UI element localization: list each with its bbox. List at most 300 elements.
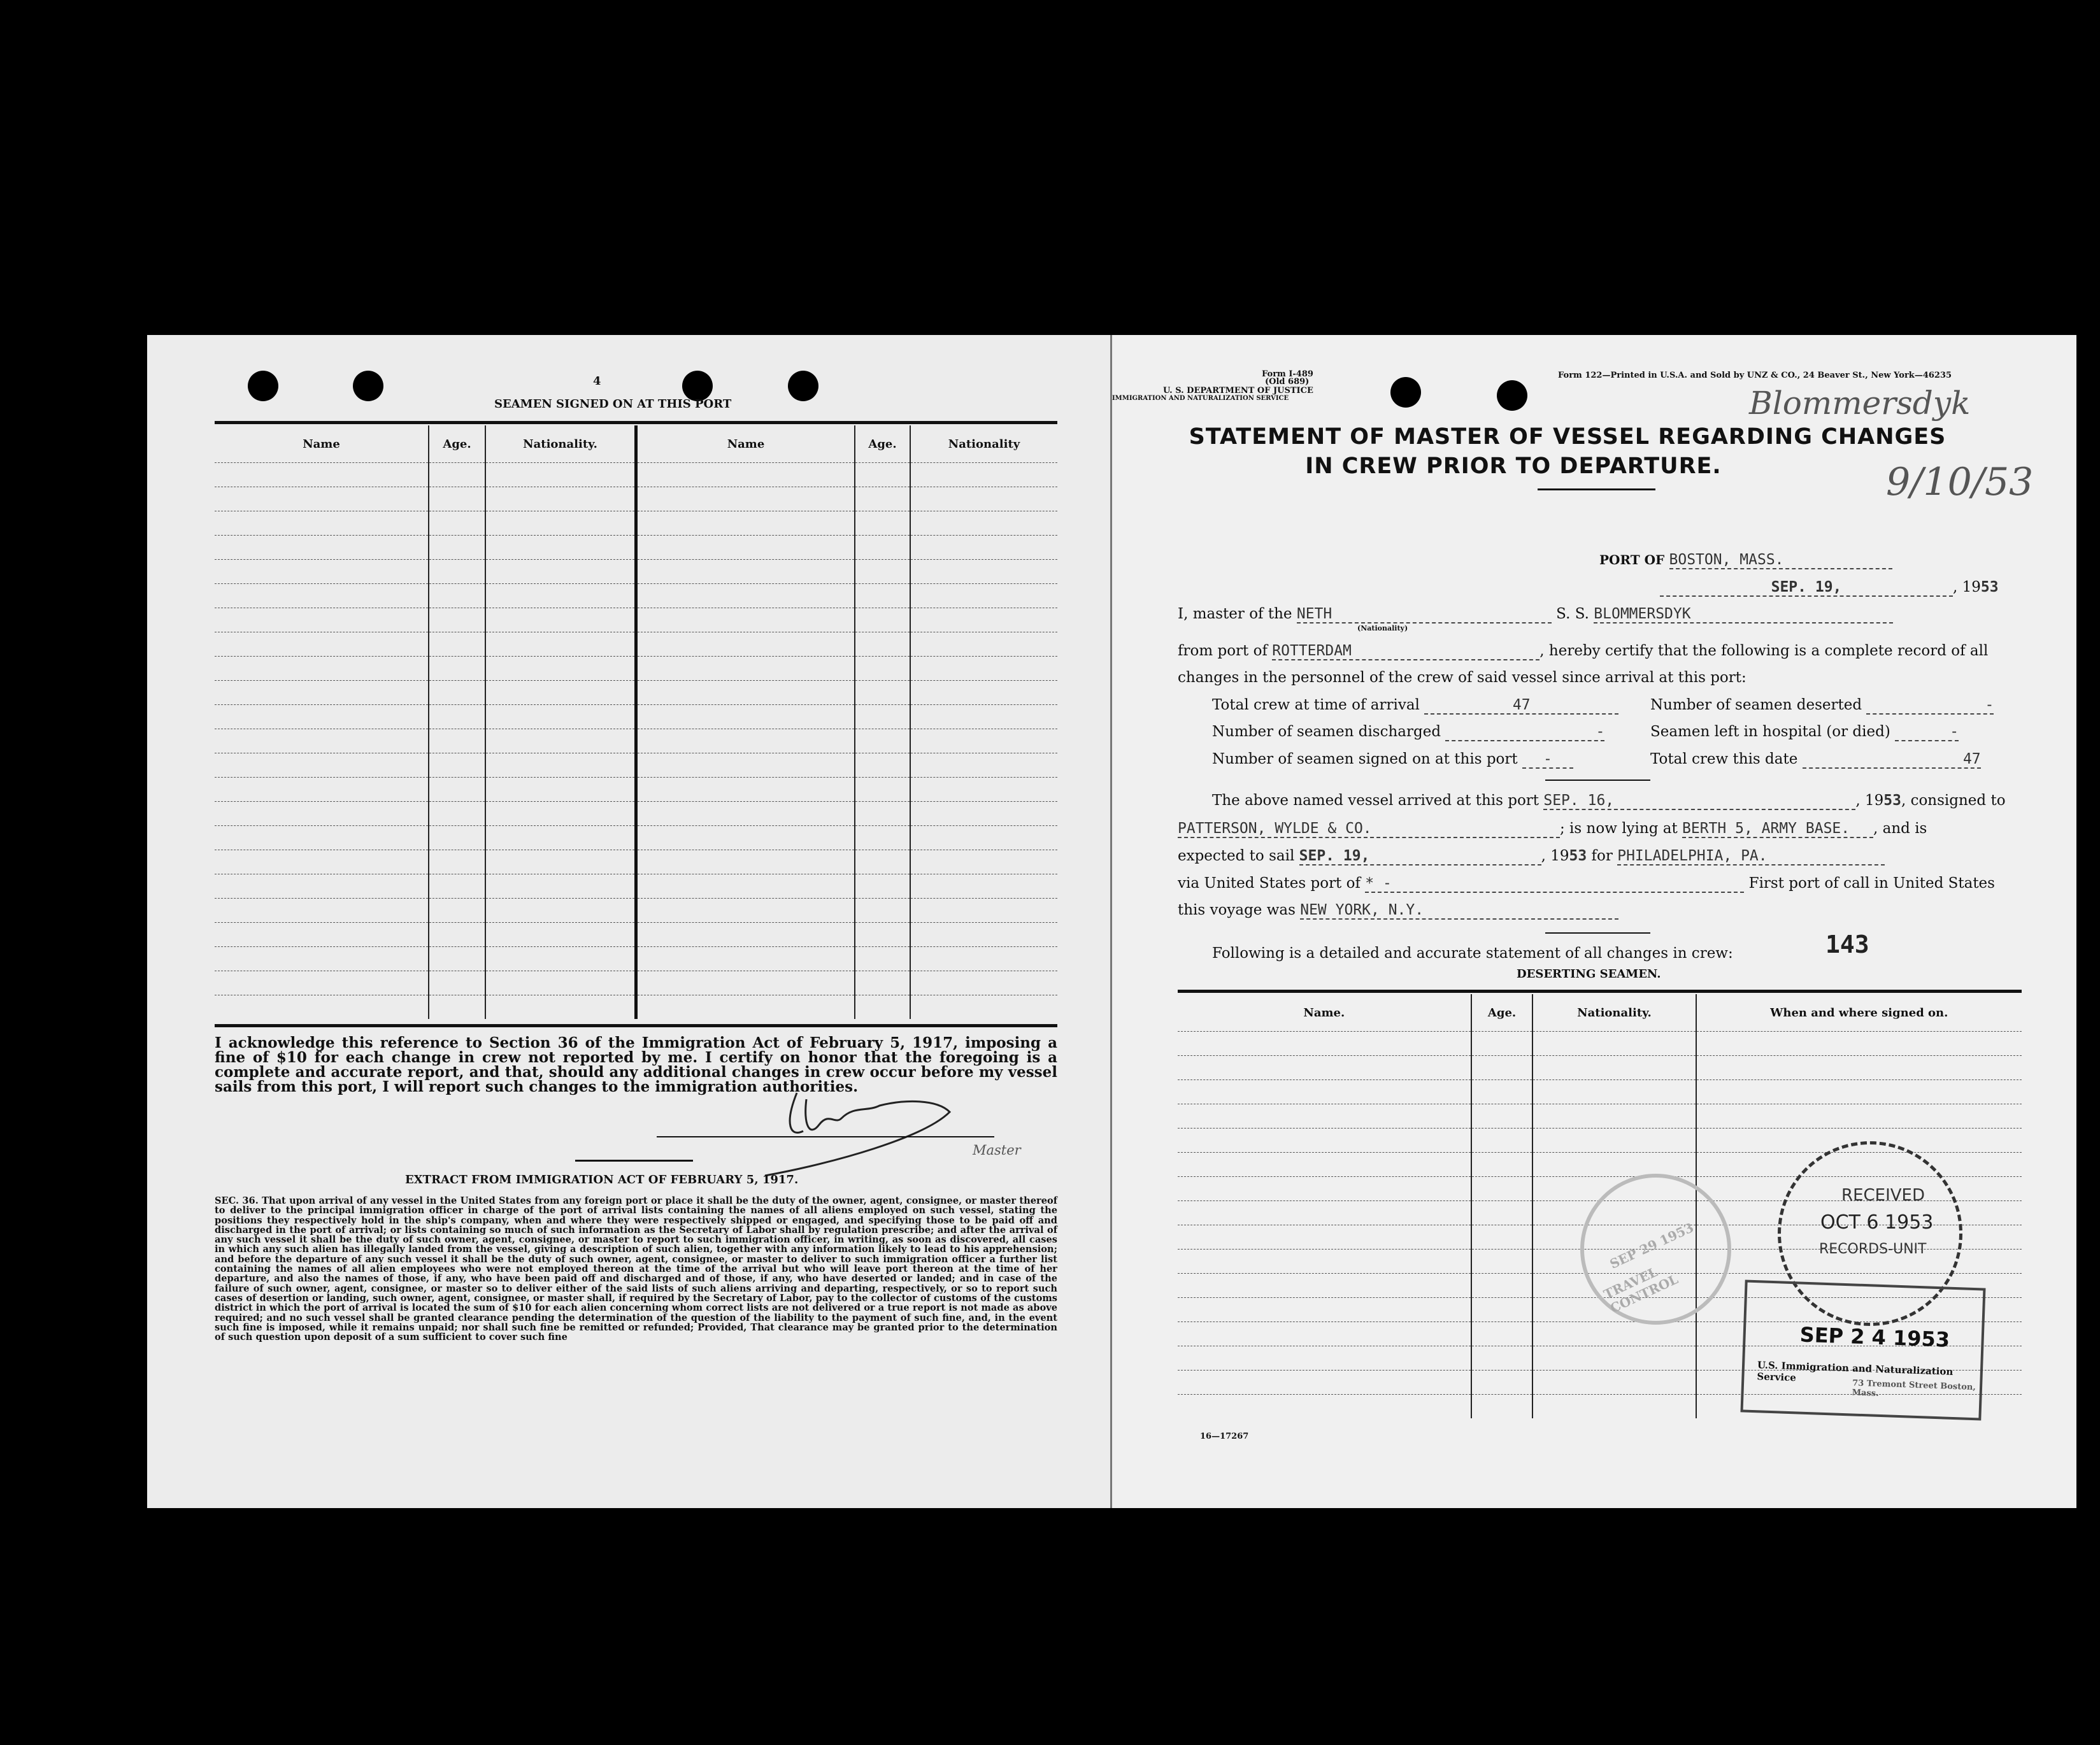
table-cell (215, 850, 429, 874)
signed-on-label: Number of seamen signed on at this port (1212, 751, 1518, 767)
travel-control-text: TRAVEL CONTROL (1601, 1264, 1681, 1316)
table-cell (485, 584, 636, 608)
deserted-value: - (1866, 697, 1994, 715)
date-value: SEP. 19, (1660, 579, 1953, 597)
table-cell (215, 971, 429, 995)
table-cell (855, 947, 910, 971)
handwritten-date: 9/10/53 (1886, 460, 2034, 504)
col-signed-on: When and where signed on. (1770, 1006, 1948, 1020)
table-cell (1532, 1346, 1696, 1371)
total-crew-arrival-label: Total crew at time of arrival (1212, 697, 1420, 713)
table-cell (215, 899, 429, 923)
table-cell (1471, 1225, 1533, 1250)
table-cell (485, 511, 636, 536)
table-cell (215, 923, 429, 947)
table-cell (429, 826, 485, 850)
table-cell (910, 705, 1057, 729)
table-row (215, 463, 1057, 487)
table-cell (1532, 1153, 1696, 1177)
section-36-text: SEC. 36. That upon arrival of any vessel in the United States from any foreign port or place it shall be the duty of the owner, agent, consignee, or master thereof to deliver to the principal immigration officer in charge of the port of arrival lists containing the names of all aliens employed on such vessel, stating the positions they respectively hold in the ship's company, when and where they were respectively shipped or engaged, and specifying those to be paid off and discharged in the port of arrival; or lists containing so much of such information as the Secretary of Labor shall by regulation prescribe; and after the arrival of any such vessel it shall be the duty of such owner, agent, consignee, or master to report to such immigration officer, in writing, as soon as discovered, all cases in which any such alien has illegally landed from the vessel, giving a description of such alien, together with any information likely to lead to his apprehension; and before the departure of any such vessel it shall be the duty of such owner, agent, consignee, or master to deliver to such immigration officer a further list containing the names of all alien employees who were not employed thereon at the time of the arrival but who will leave port thereon at the time of her departure, and also the names of those, if any, who have been paid off and discharged and of those, if any, who have deserted or landed; and in case of the failure of such owner, agent, consignee, or master so to deliver either of the said lists of such aliens arriving and departing, respectively, or so to report such cases of desertion or landing, such owner, agent, consignee, or master shall, if required by the Secretary of Labor, pay to the collector of customs of the customs district in which the port of arrival is located the sum of $10 for each alien concerning whom correct lists are not delivered or a true report is not made as above required; and no such vessel shall be granted clearance pending the determination of the question of the liability to the payment of such fine, and, in the event such fine is imposed, while it remains unpaid; nor shall such fine be remitted or refunded; Provided, That clearance may be granted prior to the determination of such question upon deposit of a sum sufficient to cover such fine (215, 1195, 1057, 1343)
table-cell (1178, 1298, 1471, 1322)
form-title-line-1: STATEMENT OF MASTER OF VESSEL REGARDING CHANGES (1189, 424, 1946, 450)
table-cell (485, 705, 636, 729)
table-cell (215, 826, 429, 850)
table-bottom-rule (215, 1024, 1057, 1027)
table-cell (1471, 1104, 1533, 1129)
table-cell (1178, 1104, 1471, 1129)
table-cell (855, 705, 910, 729)
table-cell (215, 705, 429, 729)
table-cell (855, 632, 910, 657)
table-cell (910, 560, 1057, 584)
total-crew-date-value: 47 (1803, 751, 1981, 769)
table-cell (485, 657, 636, 681)
col-age-2: Age. (855, 425, 910, 463)
table-cell (855, 850, 910, 874)
table-cell (910, 947, 1057, 971)
table-cell (429, 947, 485, 971)
table-row (1178, 1104, 2022, 1129)
table-cell (429, 608, 485, 632)
page-number: 4 (593, 374, 601, 388)
punch-hole (1497, 380, 1527, 411)
table-row (215, 850, 1057, 874)
master-of-label: I, master of the (1178, 606, 1292, 622)
table-cell (1178, 1129, 1471, 1153)
stamped-number: 143 (1825, 930, 1869, 958)
table-cell (215, 463, 429, 487)
service-name: IMMIGRATION AND NATURALIZATION SERVICE (1112, 395, 1289, 402)
discharged-value: - (1445, 723, 1604, 741)
table-cell (1178, 1177, 1471, 1201)
table-cell (429, 850, 485, 874)
table-cell (215, 874, 429, 899)
ship-value: BLOMMERSDYK (1594, 606, 1893, 623)
table-top-rule (215, 421, 1057, 424)
table-cell (1178, 1395, 1471, 1419)
table-cell (429, 753, 485, 778)
punch-hole (1390, 377, 1421, 408)
table-row (215, 705, 1057, 729)
voyage-label: this voyage was (1178, 902, 1296, 918)
table-cell (1696, 1056, 2022, 1080)
port-value: BOSTON, MASS. (1669, 552, 1892, 569)
table-cell (1696, 1104, 2022, 1129)
received-text: RECEIVED (1841, 1186, 1925, 1205)
travel-control-stamp (1580, 1174, 1731, 1325)
table-row (215, 802, 1057, 826)
table-cell (429, 971, 485, 995)
table-cell (1471, 1298, 1533, 1322)
table-cell (1471, 1153, 1533, 1177)
table-row (215, 487, 1057, 511)
table-cell (910, 681, 1057, 705)
table-cell (636, 511, 855, 536)
table-cell (429, 463, 485, 487)
table-cell (215, 995, 429, 1020)
col-name: Name (215, 425, 429, 463)
table-cell (636, 681, 855, 705)
consignee-value: PATTERSON, WYLDE & CO. (1178, 820, 1560, 838)
divider (1545, 932, 1650, 934)
total-crew-date-label: Total crew this date (1650, 751, 1798, 767)
arrived-row: The above named vessel arrived at this port SEP. 16, , 1953, consigned to (1212, 792, 2006, 809)
col-nationality: Nationality. (1532, 994, 1696, 1032)
table-cell (215, 753, 429, 778)
table-cell (910, 802, 1057, 826)
table-cell (215, 511, 429, 536)
table-cell (1178, 1322, 1471, 1346)
table-cell (910, 536, 1057, 560)
table-cell (429, 511, 485, 536)
deserting-heading: DESERTING SEAMEN. (1517, 967, 1661, 981)
table-cell (636, 705, 855, 729)
discharged-label: Number of seamen discharged (1212, 723, 1441, 740)
table-cell (1471, 1322, 1533, 1346)
table-cell (429, 705, 485, 729)
table-cell (910, 632, 1057, 657)
table-cell (485, 681, 636, 705)
table-row (215, 584, 1057, 608)
table-cell (636, 487, 855, 511)
via-label: via United States port of (1178, 875, 1361, 892)
year-value: 53 (1980, 579, 1999, 595)
table-cell (429, 657, 485, 681)
table-cell (855, 608, 910, 632)
table-cell (485, 899, 636, 923)
table-cell (910, 874, 1057, 899)
table-cell (215, 729, 429, 753)
table-row (1178, 1080, 2022, 1104)
table-cell (215, 632, 429, 657)
extract-title: EXTRACT FROM IMMIGRATION ACT OF FEBRUARY 5, 1917. (405, 1173, 799, 1186)
nationality-caption: (Nationality) (1357, 624, 1408, 632)
table-cell (855, 511, 910, 536)
hospital-label: Seamen left in hospital (or died) (1650, 723, 1890, 740)
table-cell (485, 802, 636, 826)
table-cell (485, 560, 636, 584)
col-nationality-2: Nationality (948, 437, 1020, 451)
table-cell (429, 560, 485, 584)
table-cell (636, 802, 855, 826)
table-cell (1178, 1153, 1471, 1177)
table-cell (485, 947, 636, 971)
table-cell (910, 850, 1057, 874)
table-row (215, 681, 1057, 705)
table-cell (855, 729, 910, 753)
first-port-label: First port of call in United States (1748, 875, 1995, 892)
table-cell (855, 995, 910, 1020)
via-row (1178, 875, 1995, 893)
table-cell (1178, 1080, 1471, 1104)
signed-on-row (1212, 751, 1573, 769)
table-row (215, 753, 1057, 778)
table-cell (1696, 1032, 2022, 1056)
form-title-line-2: IN CREW PRIOR TO DEPARTURE. (1305, 453, 1722, 479)
table-cell (1178, 1371, 1471, 1395)
table-cell (429, 584, 485, 608)
table-cell (429, 899, 485, 923)
table-cell (910, 923, 1057, 947)
expected-row: expected to sail SEP. 19, , 1953 for PHILADELPHIA, PA. (1178, 848, 1885, 865)
table-cell (429, 681, 485, 705)
table-row (215, 632, 1057, 657)
table-cell (910, 463, 1057, 487)
table-cell (1471, 1395, 1533, 1419)
handwritten-ship-name: Blommersdyk (1749, 385, 1971, 422)
table-row (215, 657, 1057, 681)
received-unit: RECORDS-UNIT (1819, 1241, 1927, 1257)
travel-date: SEP 29 1953 (1607, 1220, 1696, 1272)
table-cell (485, 971, 636, 995)
table-cell (855, 681, 910, 705)
certify-text: , hereby certify that the following is a complete record of all (1539, 643, 1989, 659)
divider (1538, 488, 1655, 490)
expected-year: 53 (1569, 848, 1587, 864)
total-crew-arrival-row (1212, 697, 1618, 715)
table-cell (215, 802, 429, 826)
table-row (215, 778, 1057, 802)
table-cell (215, 947, 429, 971)
table-cell (636, 947, 855, 971)
table-cell (910, 584, 1057, 608)
table-cell (1471, 1346, 1533, 1371)
table-cell (485, 729, 636, 753)
table-cell (636, 753, 855, 778)
table-cell (1471, 1250, 1533, 1274)
received-date: OCT 6 1953 (1820, 1211, 1934, 1234)
table-cell (429, 874, 485, 899)
ss-label: S. S. (1556, 606, 1589, 622)
table-cell (1178, 1201, 1471, 1225)
table-cell (855, 657, 910, 681)
table-cell (855, 584, 910, 608)
table-cell (636, 657, 855, 681)
signature-line (657, 1136, 994, 1137)
date-row: SEP. 19, , 1953 (1660, 579, 1999, 597)
table-cell (485, 463, 636, 487)
master-row (1178, 606, 1893, 623)
box-date: SEP 2 4 1953 (1799, 1322, 1950, 1352)
table-cell (215, 681, 429, 705)
table-row (215, 874, 1057, 899)
certify-text-2: changes in the personnel of the crew of said vessel since arrival at this port: (1178, 669, 1746, 686)
table-top-rule (1178, 990, 2022, 993)
table-cell (215, 608, 429, 632)
table-cell (429, 536, 485, 560)
lying-label: ; is now lying at (1560, 820, 1678, 837)
left-page (147, 335, 1110, 1508)
voyage-row (1178, 902, 1618, 920)
table-cell (485, 487, 636, 511)
table-cell (429, 923, 485, 947)
table-cell (1532, 1080, 1696, 1104)
table-cell (429, 995, 485, 1020)
via-value: * - (1365, 875, 1744, 893)
table-cell (855, 899, 910, 923)
table-row (215, 995, 1057, 1020)
table-cell (910, 899, 1057, 923)
table-cell (215, 560, 429, 584)
master-label: Master (973, 1143, 1021, 1158)
table-cell (485, 826, 636, 850)
table-row (215, 826, 1057, 850)
and-is: , and is (1873, 820, 1927, 837)
table-cell (910, 729, 1057, 753)
table-cell (636, 995, 855, 1020)
from-port-value: ROTTERDAM (1272, 643, 1539, 660)
table-cell (1532, 1371, 1696, 1395)
right-page (1110, 335, 2076, 1508)
footer-code: 16—17267 (1200, 1432, 1249, 1441)
table-cell (910, 487, 1057, 511)
table-cell (215, 778, 429, 802)
table-cell (910, 826, 1057, 850)
table-cell (485, 778, 636, 802)
table-cell (636, 899, 855, 923)
for-value: PHILADELPHIA, PA. (1617, 848, 1885, 865)
table-cell (910, 608, 1057, 632)
punch-hole (248, 371, 278, 401)
table-row (215, 511, 1057, 536)
table-cell (636, 850, 855, 874)
table-cell (636, 584, 855, 608)
date-box-stamp (1740, 1279, 1985, 1420)
table-cell (429, 729, 485, 753)
deserted-row (1650, 697, 1994, 715)
table-cell (636, 874, 855, 899)
table-cell (855, 536, 910, 560)
table-cell (429, 802, 485, 826)
table-cell (1178, 1032, 1471, 1056)
punch-hole (353, 371, 383, 401)
table-cell (429, 632, 485, 657)
table-cell (429, 778, 485, 802)
table-cell (1532, 1322, 1696, 1346)
col-nationality: Nationality. (485, 425, 636, 463)
lying-value: BERTH 5, ARMY BASE. (1682, 820, 1873, 838)
table-cell (215, 536, 429, 560)
table-cell (1471, 1274, 1533, 1298)
discharged-row (1212, 723, 1604, 741)
table-cell (485, 995, 636, 1020)
table-cell (485, 632, 636, 657)
table-cell (636, 608, 855, 632)
table-row (215, 923, 1057, 947)
punch-hole (788, 371, 818, 401)
table-cell (215, 584, 429, 608)
table-cell (1532, 1104, 1696, 1129)
table-cell (1471, 1201, 1533, 1225)
printer-note: Form 122—Printed in U.S.A. and Sold by UNZ & CO., 24 Beaver St., New York—46235 (1558, 371, 1952, 380)
table-cell (1471, 1177, 1533, 1201)
col-name-2: Name (636, 425, 855, 463)
table-cell (910, 753, 1057, 778)
arrived-label: The above named vessel arrived at this port (1212, 792, 1539, 809)
table-cell (1471, 1080, 1533, 1104)
table-cell (855, 560, 910, 584)
punch-hole (682, 371, 713, 401)
table-row (1178, 1056, 2022, 1080)
table-cell (485, 608, 636, 632)
table-cell (636, 923, 855, 947)
arrived-year: 53 (1883, 792, 1901, 809)
table-cell (1178, 1250, 1471, 1274)
table-cell (910, 511, 1057, 536)
signed-on-value: - (1522, 751, 1573, 769)
table-row (215, 560, 1057, 584)
table-cell (1532, 1032, 1696, 1056)
table-row (215, 947, 1057, 971)
table-cell (636, 463, 855, 487)
table-cell (1178, 1225, 1471, 1250)
following-label: Following is a detailed and accurate statement of all changes in crew: (1212, 945, 1733, 962)
table-cell (855, 923, 910, 947)
col-name: Name. (1178, 994, 1471, 1032)
table-cell (855, 753, 910, 778)
port-label: PORT OF (1599, 552, 1665, 567)
consigned-label: , consigned to (1901, 792, 2006, 809)
consignee-row (1178, 820, 1927, 838)
table-cell (855, 802, 910, 826)
expected-label: expected to sail (1178, 848, 1295, 864)
box-text: U.S. Immigration and Naturalization Service (1757, 1359, 1954, 1384)
table-cell (485, 536, 636, 560)
table-cell (1178, 1056, 1471, 1080)
table-cell (1532, 1129, 1696, 1153)
port-row (1599, 552, 1892, 569)
table-cell (485, 923, 636, 947)
arrived-value: SEP. 16, (1543, 792, 1855, 810)
table-cell (1471, 1032, 1533, 1056)
table-row (215, 971, 1057, 995)
table-cell (636, 560, 855, 584)
seamen-signed-on-table (215, 425, 1057, 1019)
table-cell (910, 995, 1057, 1020)
table-cell (855, 778, 910, 802)
table-cell (910, 971, 1057, 995)
nationality-value: NETH (1297, 606, 1552, 623)
table-cell (855, 463, 910, 487)
table-row (215, 729, 1057, 753)
table-cell (855, 874, 910, 899)
table-cell (636, 632, 855, 657)
table-cell (1178, 1274, 1471, 1298)
expected-value: SEP. 19, (1299, 848, 1541, 865)
divider (1545, 780, 1650, 781)
table-cell (1532, 1056, 1696, 1080)
table-row (1178, 1032, 2022, 1056)
table-cell (485, 874, 636, 899)
section-heading: SEAMEN SIGNED ON AT THIS PORT (494, 397, 732, 411)
table-cell (636, 826, 855, 850)
year-prefix: 19 (1962, 579, 1981, 595)
table-row (215, 608, 1057, 632)
form-number: Form I-489 (1262, 369, 1313, 379)
table-cell (855, 971, 910, 995)
table-cell (215, 487, 429, 511)
table-cell (910, 778, 1057, 802)
table-cell (1471, 1129, 1533, 1153)
table-row (215, 536, 1057, 560)
department-name: U. S. DEPARTMENT OF JUSTICE (1163, 386, 1313, 395)
table-cell (636, 971, 855, 995)
table-cell (855, 487, 910, 511)
table-cell (636, 536, 855, 560)
col-age: Age. (1471, 994, 1533, 1032)
table-cell (1178, 1346, 1471, 1371)
total-crew-arrival-value: 47 (1424, 697, 1618, 715)
